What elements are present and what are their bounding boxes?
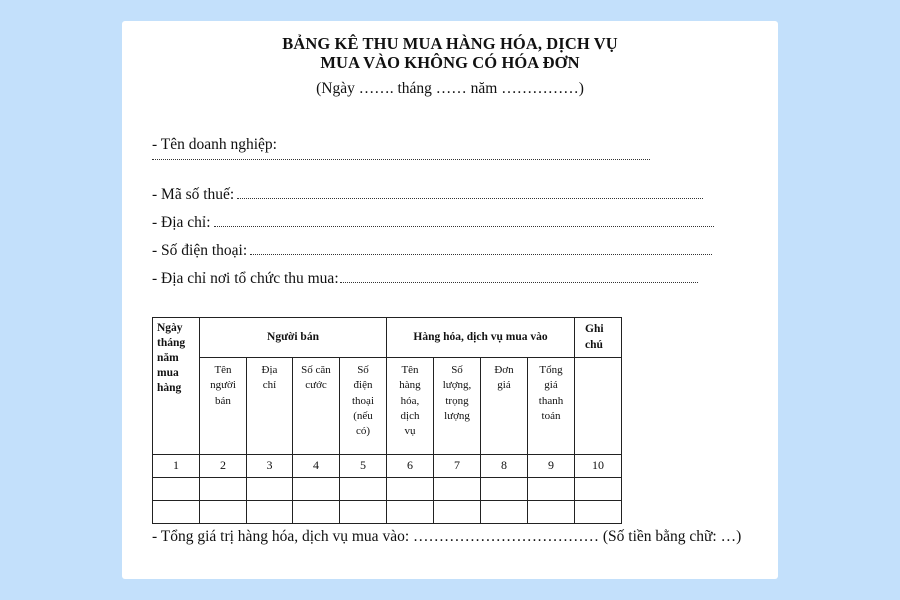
column-number: 8 — [481, 455, 528, 478]
field-address — [152, 212, 724, 233]
table-cell[interactable] — [153, 478, 200, 501]
header-text: thanh — [538, 394, 564, 407]
table-cell[interactable] — [293, 478, 340, 501]
header-text: Số — [357, 364, 369, 376]
header-text: Ngày — [157, 322, 183, 334]
group-header-goods: Hàng hóa, dịch vụ mua vào — [387, 318, 575, 358]
header-text: điện — [353, 379, 373, 392]
header-text: dịch — [400, 409, 420, 422]
header-text: người — [210, 379, 236, 392]
header-text: bán — [215, 394, 231, 407]
col-header-seller-phone — [340, 358, 387, 455]
header-text: có) — [355, 425, 371, 438]
header-text: Số — [451, 364, 463, 376]
header-text: Địa — [261, 364, 278, 376]
header-text: vụ — [404, 425, 416, 438]
column-number: 1 — [153, 455, 200, 478]
document-title-line-2: MUA VÀO KHÔNG CÓ HÓA ĐƠN — [320, 53, 580, 72]
header-text: Ghi — [585, 323, 604, 335]
table-cell[interactable] — [575, 478, 622, 501]
col-header-note-blank — [575, 358, 622, 455]
column-number: 7 — [434, 455, 481, 478]
field-tax-code-label: - Mã số thuế: — [152, 186, 235, 203]
col-header-seller-address — [247, 358, 293, 455]
field-phone — [152, 240, 730, 261]
field-phone-blank[interactable] — [250, 240, 712, 255]
table-cell[interactable] — [200, 501, 247, 524]
header-text: Tên — [401, 364, 419, 376]
table-cell[interactable] — [481, 478, 528, 501]
header-text: hàng — [157, 382, 182, 394]
table-cell[interactable] — [340, 501, 387, 524]
table-column-numbers-row — [153, 455, 622, 478]
header-text: chú — [585, 339, 603, 351]
field-address-label: - Địa chỉ: — [152, 214, 211, 231]
header-text: hóa, — [400, 394, 420, 407]
column-number: 6 — [387, 455, 434, 478]
header-text: tháng — [157, 337, 186, 349]
group-header-seller: Người bán — [200, 318, 387, 358]
header-text: chỉ — [262, 379, 277, 392]
header-text: giá — [544, 379, 558, 392]
table-cell[interactable] — [528, 501, 575, 524]
col-header-unit-price — [481, 358, 528, 455]
table-cell[interactable] — [575, 501, 622, 524]
column-number: 10 — [575, 455, 622, 478]
table-row — [153, 478, 622, 501]
column-number: 5 — [340, 455, 387, 478]
header-text: lượng — [444, 409, 470, 422]
table-cell[interactable] — [528, 478, 575, 501]
table-cell[interactable] — [481, 501, 528, 524]
col-header-goods-name — [387, 358, 434, 455]
total-value-line: - Tổng giá trị hàng hóa, dịch vụ mua vào: ……………………………… (Số tiền bằng chữ: …) — [152, 528, 742, 545]
header-text: năm — [157, 352, 179, 364]
col-header-total-price — [528, 358, 575, 455]
header-text: giá — [497, 379, 511, 392]
header-text: trọng — [445, 394, 469, 407]
table-cell[interactable] — [434, 478, 481, 501]
column-number: 2 — [200, 455, 247, 478]
header-text: hàng — [399, 379, 421, 392]
col-header-seller-name — [200, 358, 247, 455]
field-purchase-location — [152, 268, 724, 289]
field-company-name-blank[interactable] — [152, 153, 650, 160]
col-header-quantity — [434, 358, 481, 455]
field-company-name-label: - Tên doanh nghiệp: — [152, 136, 277, 153]
table-cell[interactable] — [434, 501, 481, 524]
table-cell[interactable] — [340, 478, 387, 501]
header-text: Tên — [214, 364, 232, 376]
header-text: toán — [541, 409, 561, 422]
field-address-blank[interactable] — [214, 212, 714, 227]
field-company-name — [152, 135, 277, 155]
purchase-table — [152, 317, 622, 524]
document-page — [122, 21, 778, 579]
header-text: Số căn — [301, 364, 331, 376]
header-text: mua — [157, 367, 179, 379]
document-title-line-1: BẢNG KÊ THU MUA HÀNG HÓA, DỊCH VỤ — [282, 34, 618, 53]
col-header-purchase-date — [153, 318, 200, 455]
header-text: cước — [305, 379, 327, 392]
column-number: 9 — [528, 455, 575, 478]
header-text: (nếu — [353, 409, 373, 422]
table-cell[interactable] — [387, 501, 434, 524]
field-purchase-location-label: - Địa chỉ nơi tổ chức thu mua: — [152, 270, 339, 287]
field-tax-code-blank[interactable] — [237, 184, 703, 199]
col-header-note — [575, 318, 622, 358]
column-number: 4 — [293, 455, 340, 478]
table-cell[interactable] — [293, 501, 340, 524]
table-cell[interactable] — [387, 478, 434, 501]
field-purchase-location-blank[interactable] — [340, 268, 698, 283]
table-row — [153, 501, 622, 524]
table-cell[interactable] — [247, 478, 293, 501]
table-cell[interactable] — [153, 501, 200, 524]
header-text: Tổng — [539, 364, 563, 376]
field-phone-label: - Số điện thoại: — [152, 242, 248, 259]
table-cell[interactable] — [247, 501, 293, 524]
column-number: 3 — [247, 455, 293, 478]
date-line: (Ngày ……. tháng …… năm ……………) — [316, 80, 584, 97]
header-text: thoại — [352, 394, 374, 407]
col-header-seller-id — [293, 358, 340, 455]
field-tax-code — [152, 184, 722, 205]
table-header-row-sub — [153, 358, 622, 455]
header-text: lượng, — [442, 379, 472, 392]
table-header-row-group — [153, 318, 622, 358]
table-cell[interactable] — [200, 478, 247, 501]
header-text: Đơn — [494, 364, 514, 376]
